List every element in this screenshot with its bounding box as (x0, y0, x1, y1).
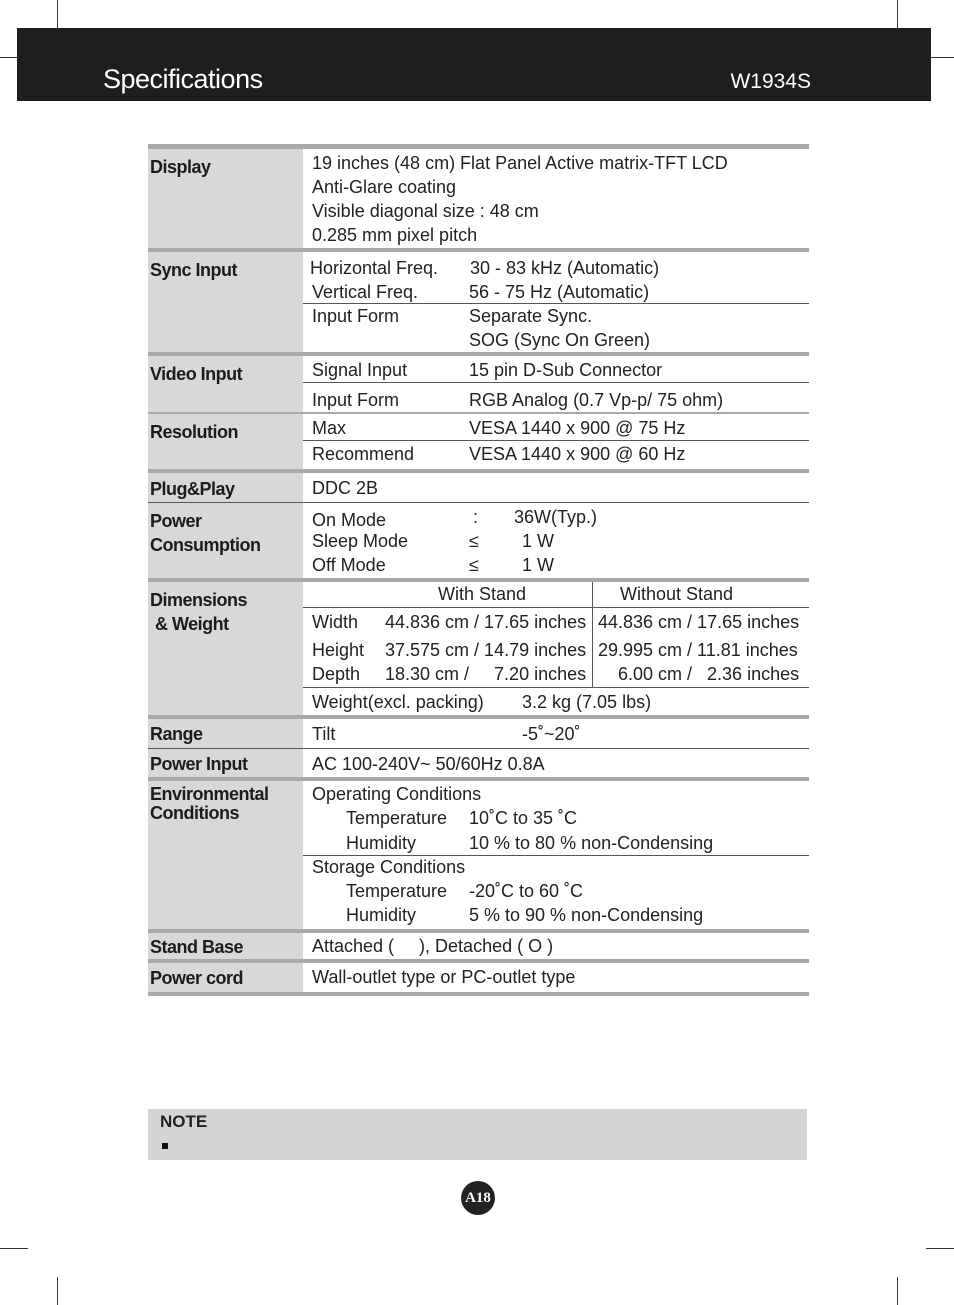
row-label (148, 582, 303, 715)
row-value (303, 963, 809, 992)
row-display (148, 149, 809, 248)
row-label: Display (148, 149, 303, 248)
label-line: Consumption (150, 535, 261, 555)
spec-symbol: ≤ (469, 531, 479, 551)
bullet-icon (162, 1143, 168, 1149)
label-line: Environmental (150, 784, 269, 804)
spec-key: Temperature (346, 808, 448, 828)
spec-value: VESA 1440 x 900 @ 60 Hz (469, 444, 686, 464)
spec-key: Tilt (312, 724, 336, 744)
spec-value: 44.836 cm / 17.65 inches (385, 612, 587, 632)
spec-value: 30 - 83 kHz (Automatic) (470, 258, 660, 278)
spec-key: On Mode (312, 510, 387, 530)
spec-value: SOG (Sync On Green) (469, 330, 651, 350)
note-box (148, 1109, 807, 1160)
model-name: W1934S (730, 70, 811, 93)
spec-key: Input Form (312, 390, 400, 410)
row-label: Sync Input (148, 252, 303, 352)
spec-value: 1 W (522, 531, 555, 551)
spec-value: DDC 2B (312, 478, 379, 498)
row-label: Power cord (148, 963, 303, 992)
spec-value: 36W(Typ.) (514, 507, 598, 527)
spec-value: 1 W (522, 555, 555, 575)
row-power-consumption (148, 503, 809, 578)
spec-key: Sleep Mode (312, 531, 409, 551)
row-value (303, 356, 809, 412)
crop-mark (897, 1277, 898, 1305)
row-value (303, 149, 809, 248)
spec-value: Separate Sync. (469, 306, 593, 326)
spec-symbol: ≤ (469, 555, 479, 575)
spec-value: 44.836 cm / 17.65 inches (598, 612, 800, 632)
row-value (303, 781, 809, 929)
spec-value: 10 % to 80 % non-Condensing (469, 833, 714, 853)
row-label: Stand Base (148, 933, 303, 959)
display-line: Anti-Glare coating (312, 177, 457, 197)
row-value (303, 933, 809, 959)
table-bottom-rule (148, 992, 809, 996)
spec-value: 15 pin D-Sub Connector (469, 360, 663, 380)
row-value (303, 719, 809, 748)
spec-key: Temperature (346, 881, 448, 901)
spec-key: Depth (312, 664, 361, 684)
crop-mark (897, 0, 898, 28)
row-range (148, 719, 809, 748)
row-video-input (148, 356, 809, 412)
spec-value: RGB Analog (0.7 Vp-p/ 75 ohm) (469, 390, 724, 410)
row-resolution (148, 414, 809, 469)
row-power-cord (148, 963, 809, 992)
row-label: Range (148, 719, 303, 748)
row-value (303, 503, 809, 578)
row-value (303, 749, 809, 777)
label-line: & Weight (155, 614, 229, 634)
crop-mark (931, 57, 954, 58)
note-title: NOTE (160, 1112, 208, 1131)
row-label (148, 503, 303, 578)
crop-mark (0, 1248, 28, 1249)
spec-value: Attached ( ), Detached ( O ) (312, 936, 554, 956)
spec-value: 3.2 kg (7.05 lbs) (522, 692, 652, 712)
row-value (303, 414, 809, 469)
column-header: Without Stand (620, 584, 734, 604)
row-label: Video Input (148, 356, 303, 412)
spec-key: Recommend (312, 444, 415, 464)
spec-value: 29.995 cm / 11.81 inches (598, 640, 798, 660)
spec-key: Max (312, 418, 347, 438)
row-divider (303, 607, 809, 608)
spec-key: Humidity (346, 833, 417, 853)
row-stand-base (148, 933, 809, 959)
spec-key: Vertical Freq. (312, 282, 419, 302)
spec-value: AC 100-240V~ 50/60Hz 0.8A (312, 754, 545, 774)
spec-value: 6.00 cm / 2.36 inches (618, 664, 800, 684)
spec-value: 18.30 cm / 7.20 inches (385, 664, 587, 684)
spec-symbol: : (473, 507, 479, 527)
spec-value: 56 - 75 Hz (Automatic) (469, 282, 650, 302)
spec-value: 37.575 cm / 14.79 inches (385, 640, 587, 660)
section-title: Storage Conditions (312, 857, 466, 877)
row-dimensions-weight (148, 582, 809, 715)
row-label (148, 781, 303, 929)
display-line: Visible diagonal size : 48 cm (312, 201, 539, 221)
spec-value: Wall-outlet type or PC-outlet type (312, 967, 576, 987)
section-title: Operating Conditions (312, 784, 482, 804)
row-label: Plug&Play (148, 473, 303, 502)
row-label: Resolution (148, 414, 303, 469)
row-divider (303, 687, 809, 688)
row-label: Power Input (148, 749, 303, 777)
page-header (17, 28, 931, 101)
crop-mark (57, 0, 58, 28)
row-power-input (148, 749, 809, 777)
spec-key: Signal Input (312, 360, 408, 380)
spec-value: 5 % to 90 % non-Condensing (469, 905, 704, 925)
spec-value: -5˚~20˚ (522, 724, 581, 744)
label-line: Conditions (150, 803, 239, 823)
spec-table (148, 144, 809, 996)
page-title: Specifications (103, 64, 263, 94)
spec-key: Width (312, 612, 359, 632)
row-environmental-conditions (148, 781, 809, 929)
row-value (303, 582, 809, 715)
crop-mark (0, 57, 17, 58)
spec-key: Horizontal Freq. (310, 258, 439, 278)
spec-key: Off Mode (312, 555, 386, 575)
spec-value: 10˚C to 35 ˚C (469, 808, 578, 828)
row-sync-input (148, 252, 809, 352)
spec-key: Weight(excl. packing) (312, 692, 484, 712)
row-value (303, 252, 809, 352)
column-divider (592, 582, 593, 687)
spec-value: -20˚C to 60 ˚C (469, 881, 584, 901)
crop-mark (57, 1277, 58, 1305)
spec-key: Height (312, 640, 365, 660)
row-divider (303, 303, 809, 304)
display-line: 0.285 mm pixel pitch (312, 225, 478, 245)
row-divider (303, 382, 809, 383)
spec-key: Humidity (346, 905, 417, 925)
row-value (303, 473, 809, 502)
page-number-badge: A18 (461, 1181, 495, 1215)
spec-key: Input Form (312, 306, 400, 326)
row-plug-and-play (148, 473, 809, 502)
column-header: With Stand (438, 584, 527, 604)
label-line: Dimensions (150, 590, 248, 610)
spec-value: VESA 1440 x 900 @ 75 Hz (469, 418, 686, 438)
row-divider (303, 440, 809, 441)
crop-mark (926, 1248, 954, 1249)
display-line: 19 inches (48 cm) Flat Panel Active matrix-TFT LCD (312, 153, 728, 173)
label-line: Power (150, 511, 202, 531)
